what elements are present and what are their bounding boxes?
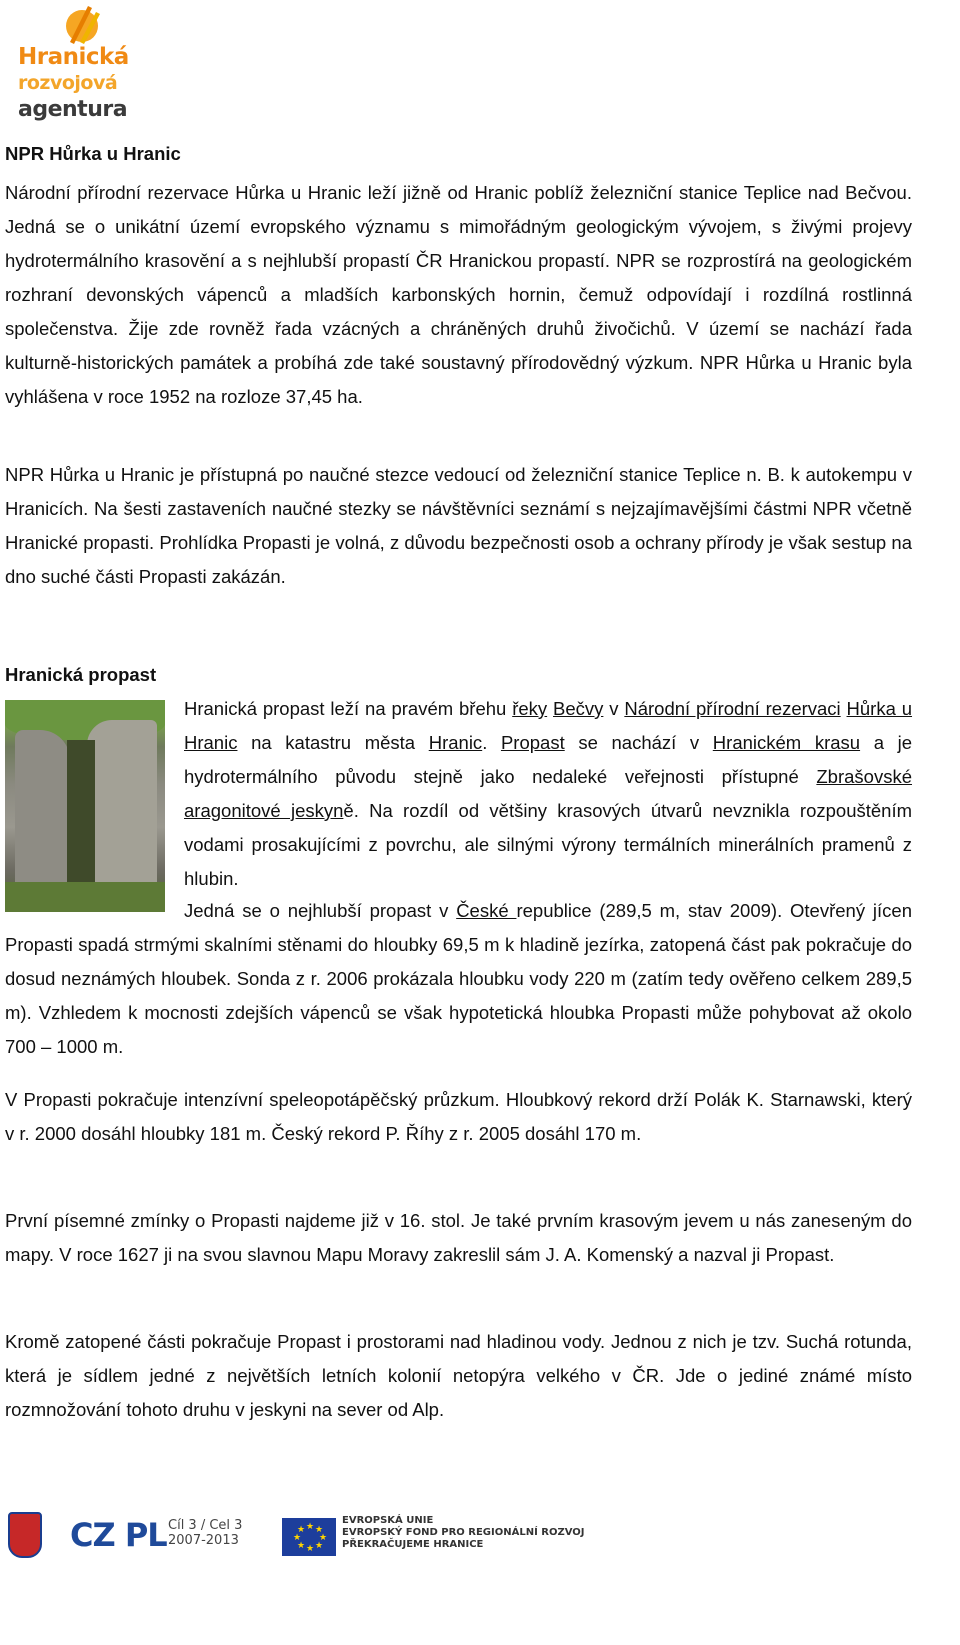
rock-wall-left [15,730,70,905]
link-propast[interactable]: Propast [500,732,565,753]
agency-logo [18,2,129,132]
section-title-npr: NPR Hůrka u Hranic [5,143,181,164]
logo-line-2: rozvojová [18,72,118,94]
link-hurka-u-hranic[interactable]: Hůrka u Hranic [184,698,913,753]
paragraph-text: Národní přírodní rezervace Hůrka u Hranic leží jižně od Hranic poblíž železniční stanice Teplice nad Bečvou. Jedná se o unikátní území evropského významu s mimořádným geologickým vývojem, s živými projevy hydrotermálního krasovění a s nejhlubší propastí ČR Hranickou propastí. NPR se rozprostírá na geologickém rozhraní devonských vápenců a mladších karbonských hornin, čemuž odpovídají i rozdílná rostlinná společenstva. Žije zde rovněž řada vzácných a chráněných druhů živočichů. V území se nachází řada kulturně-historických památek a probíhá zde také soustavný přírodovědný výzkum. NPR Hůrka u Hranic byla vyhlášena v roce 1952 na rozloze 37,45 ha. [5,182,912,407]
link-hranic[interactable]: Hranic [428,732,483,753]
eu-line-3: PŘEKRAČUJEME HRANICE [342,1539,484,1550]
text-run: Hranická propast leží na pravém břehu [184,698,513,719]
text-run: Jedná se o nejhlubší propast v [184,900,457,921]
sun-flame-icon [40,2,145,48]
paragraph-propast-depth [5,894,912,1064]
text-run: republice (289,5 m, stav 2009). Otevřený jícen Propasti spadá strmými skalními stěnami do hloubky 69,5 m k hladině jezírka, zatopená část pak pokračuje do dosud neznámých hloubek. Sonda z r. 2006 prokázala hloubku vody 220 m (zatím tedy ověřeno celkem 289,5 m). Vzhledem k mocnosti zdejších vápenců se však hypotetická hloubka Propasti může pohybovat až okolo 700 – 1000 m. [5,900,912,1057]
text-run: ě. Na rozdíl od většiny krasových útvarů nevznikla rozpouštěním vodami prosakujícími z povrchu, ale silnými výrony termálních minerálních pramenů z hlubin. [184,800,912,889]
link-zbrasovske-jeskyne[interactable]: Zbrašovské aragonitové jeskyn [184,766,912,821]
paragraph-text: První písemné zmínky o Propasti najdeme již v 16. stol. Je také prvním krasovým jevem u nás zaneseným do mapy. V roce 1627 ji na svou slavnou Mapu Moravy zakreslil sám J. A. Komenský a nazval ji Propast. [5,1210,912,1265]
paragraph-npr-access [5,458,912,594]
logo-line-3: agentura [18,97,128,122]
paragraph-npr-intro [5,176,912,414]
paragraph-text: V Propasti pokračuje intenzívní speleopotápěčský průzkum. Hloubkový rekord drží Polák K. Starnawski, který v r. 2000 dosáhl hloubky 181 m. Český rekord P. Říhy z r. 2005 dosáhl 170 m. [5,1089,912,1144]
paragraph-diving [5,1083,912,1151]
eu-flag-icon: ★ ★ ★ ★ ★ ★ ★ ★ [282,1518,336,1556]
text-run: se nachází v [564,732,713,753]
rock-wall-right [87,720,157,905]
czpl-logo: CZ PL [70,1516,167,1554]
link-ceske-republice[interactable]: České [456,900,517,921]
link-reky[interactable]: řeky [512,698,548,719]
logo-line-1: Hranická [18,44,129,70]
text-run: . [482,732,501,753]
eu-line-2: EVROPSKÝ FOND PRO REGIONÁLNÍ ROZVOJ [342,1527,585,1538]
paragraph-text: NPR Hůrka u Hranic je přístupná po naučné stezce vedoucí od železniční stanice Teplice n. B. k autokempu v Hranicích. Na šesti zastaveních naučné stezky se návštěvníci seznámí s nejzajímavějšími částmi NPR včetně Hranické propasti. Prohlídka Propasti je volná, z důvodu bezpečnosti osob a ochrany přírody je však sestup na dno suché části Propasti zakázán. [5,464,912,587]
eu-label [342,1515,585,1551]
paragraph-text: Kromě zatopené části pokračuje Propast i prostorami nad hladinou vody. Jednou z nich je tzv. Suchá rotunda, která je sídlem jedné z největších letních kolonií netopýra velkého v ČR. Jde o jediné známé místo rozmnožování tohoto druhu v jeskyni na sever od Alp. [5,1331,912,1420]
program-label [168,1518,242,1548]
paragraph-propast-location [184,692,912,896]
link-hranicky-kras[interactable]: Hranickém krasu [712,732,861,753]
program-line-1: Cíl 3 / Cel 3 [168,1518,243,1533]
paragraph-history [5,1204,912,1272]
section-title-propast: Hranická propast [5,664,157,685]
propast-photo [5,700,165,912]
link-becvy[interactable]: Bečvy [553,698,604,719]
eu-line-1: EVROPSKÁ UNIE [342,1515,434,1526]
region-crest-icon [8,1512,42,1558]
text-run: v [603,698,625,719]
paragraph-dry-rotunda [5,1325,912,1427]
text-run: a je hydrotermálního původu stejně jako nedaleké veřejnosti přístupné [184,732,913,787]
text-run: na katastru města [237,732,429,753]
program-line-2: 2007-2013 [168,1533,239,1548]
link-narodni-prirodni-rezervace[interactable]: Národní přírodní rezervaci [624,698,841,719]
